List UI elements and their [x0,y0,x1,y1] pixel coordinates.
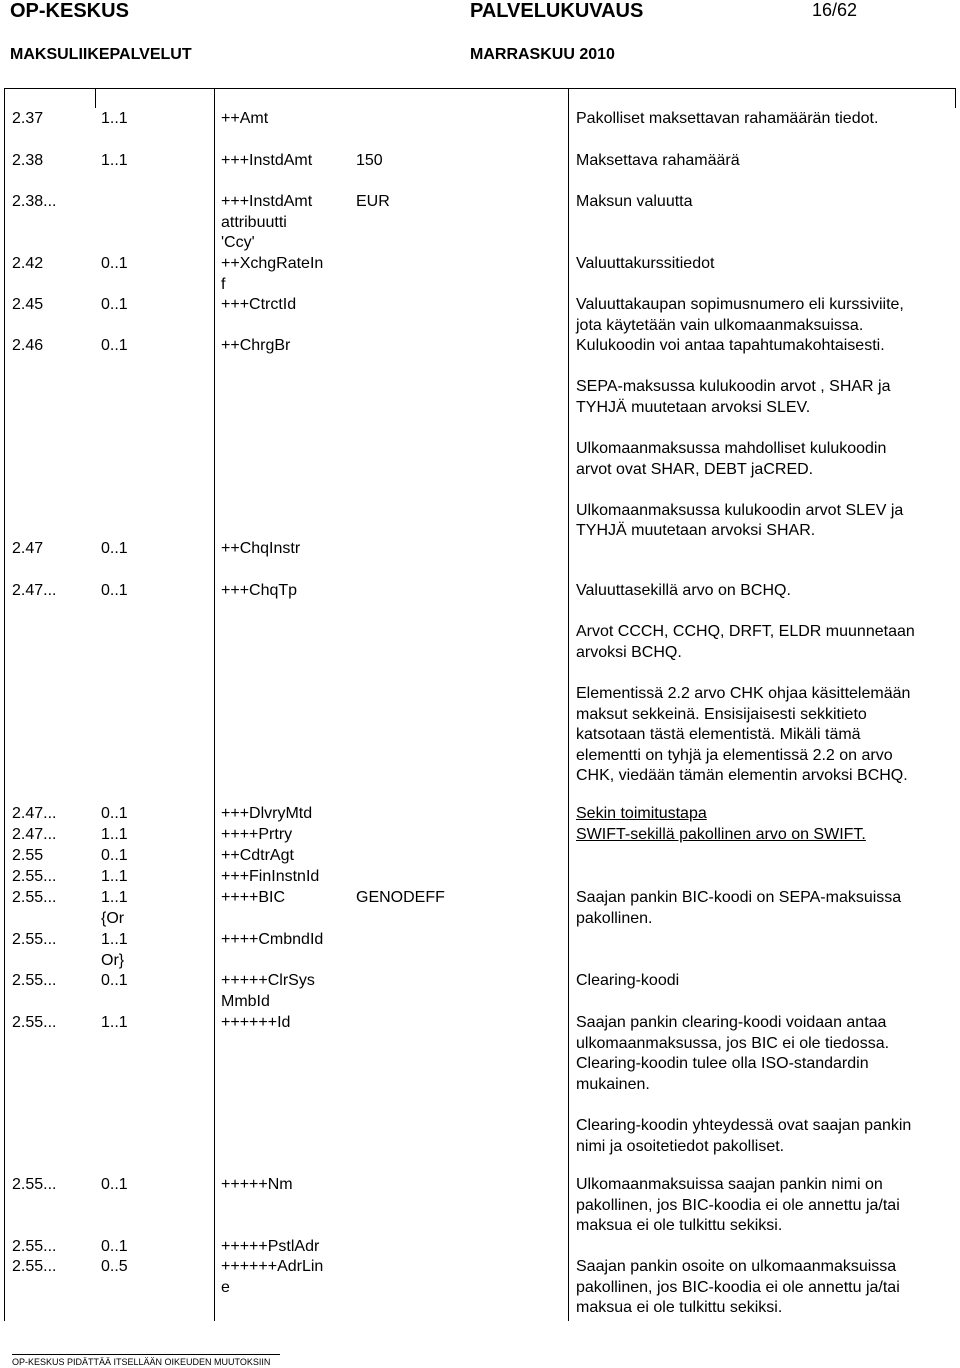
table-cell-row-number: 2.47... [12,582,57,599]
table-cell-element-name: +++DlvryMtd [221,805,313,822]
column-divider [95,88,96,108]
table-cell-cardinality: 1..1 {Or [101,889,128,927]
table-cell-element-name: ++++++AdrLin e [221,1258,324,1296]
table-cell-row-number: 2.55 [12,847,44,864]
table-cell-element-name: +++CtrctId [221,296,297,313]
table-cell-description: Kulukoodin voi antaa tapahtumakohtaisesti. SEPA-maksussa kulukoodin arvot , SHAR ja TYHJÄ muutetaan arvoksi SLEV. Ulkomaanmaksussa mahdolliset kulukoodin arvot ovat SHAR, DEBT jaCRED. Ulkomaanmaksussa kulukoodin arvot SLEV ja TYHJÄ muutetaan arvoksi SHAR. [576,337,904,540]
table-cell-cardinality: 0..1 [101,972,128,989]
table-cell-cardinality: 0..1 [101,847,128,864]
table-cell-row-number: 2.55... [12,972,57,989]
table-cell-description: Saajan pankin BIC-koodi on SEPA-maksuissa pakollinen. [576,889,902,927]
footer-text: OP-KESKUS PIDÄTTÄÄ ITSELLÄÄN OIKEUDEN MUUTOKSIIN [12,1357,271,1367]
table-cell-element-name: ++++CmbndId [221,931,324,948]
column-divider [214,88,215,1321]
table-cell-row-number: 2.37 [12,110,44,127]
table-cell-cardinality: 1..1 [101,152,128,169]
table-cell-description: Valuuttasekillä arvo on BCHQ. Arvot CCCH, CCHQ, DRFT, ELDR muunnetaan arvoksi BCHQ. Elementissä 2.2 arvo CHK ohjaa käsittelemään maksut sekkeinä. Ensisijaisesti sekkitieto katsotaan tästä elementistä. Mikäli tämä elementti on tyhjä ja elementissä 2.2 on arvo CHK, viedään tämän elementin arvoksi BCHQ. [576,582,915,785]
table-cell-row-number: 2.46 [12,337,44,354]
header-doc-title: PALVELUKUVAUS [470,0,644,22]
table-cell-row-number: 2.45 [12,296,44,313]
table-cell-cardinality: 0..1 [101,337,128,354]
table-cell-element-name: ++ChqInstr [221,540,301,557]
table-cell-element-name: +++InstdAmt [221,152,313,169]
table-cell-cardinality: 0..1 [101,255,128,272]
table-cell-cardinality: 0..1 [101,1176,128,1193]
table-cell-row-number: 2.42 [12,255,44,272]
table-cell-element-name: +++ChqTp [221,582,298,599]
header-page-number: 16/62 [812,0,858,20]
table-cell-example-value: EUR [356,193,390,210]
table-cell-cardinality: 0..5 [101,1258,128,1275]
column-divider [568,88,569,1321]
table-cell-cardinality: 0..1 [101,1238,128,1255]
table-cell-description: Clearing-koodi [576,972,680,989]
table-cell-row-number: 2.47... [12,826,57,843]
table-cell-row-number: 2.55... [12,1258,57,1275]
table-cell-row-number: 2.55... [12,1176,57,1193]
table-cell-cardinality: 0..1 [101,805,128,822]
table-cell-element-name: +++++Nm [221,1176,293,1193]
table-cell-row-number: 2.55... [12,868,57,885]
table-cell-row-number: 2.55... [12,1238,57,1255]
table-cell-description: Pakolliset maksettavan rahamäärän tiedot. [576,110,879,127]
table-cell-element-name: +++++ClrSys MmbId [221,972,315,1010]
table-cell-element-name: +++++PstlAdr [221,1238,320,1255]
table-cell-cardinality: 0..1 [101,540,128,557]
table-cell-description: Maksun valuutta [576,193,693,210]
table-cell-cardinality: 0..1 [101,582,128,599]
footer-rule [12,1354,280,1355]
table-cell-row-number: 2.47... [12,805,57,822]
table-cell-example-value: GENODEFF [356,889,445,906]
table-cell-description: Ulkomaanmaksuissa saajan pankin nimi on pakollinen, jos BIC-koodia ei ole annettu ja/tai maksua ei ole tulkittu sekiksi. [576,1176,900,1235]
table-cell-description: Sekin toimitustapa [576,805,707,822]
table-cell-description: Saajan pankin clearing-koodi voidaan antaa ulkomaanmaksussa, jos BIC ei ole tiedossa. Clearing-koodin tulee olla ISO-standardin mukainen. Clearing-koodin yhteydessä ovat saajan pankin nimi ja osoitetiedot pakolliset. [576,1014,912,1155]
table-cell-element-name: ++Amt [221,110,269,127]
table-cell-cardinality: 1..1 [101,826,128,843]
table-cell-row-number: 2.55... [12,889,57,906]
table-cell-example-value: 150 [356,152,383,169]
table-cell-row-number: 2.38... [12,193,57,210]
table-cell-description: SWIFT-sekillä pakollinen arvo on SWIFT. [576,826,866,843]
table-cell-cardinality: 1..1 [101,110,128,127]
table-cell-element-name: ++CdtrAgt [221,847,294,864]
table-cell-element-name: ++++BIC [221,889,286,906]
table-cell-description: Maksettava rahamäärä [576,152,740,169]
table-cell-description: Saajan pankin osoite on ulkomaanmaksuissa pakollinen, jos BIC-koodia ei ole annettu ja/tai maksua ei ole tulkittu sekiksi. [576,1258,900,1317]
table-cell-element-name: ++++Prtry [221,826,293,843]
table-cell-element-name: ++++++Id [221,1014,291,1031]
table-cell-row-number: 2.47 [12,540,44,557]
table-cell-description: Valuuttakaupan sopimusnumero eli kurssiviite, jota käytetään vain ulkomaanmaksuissa. [576,296,904,334]
table-right-border [955,88,956,108]
table-cell-cardinality: 1..1 [101,1014,128,1031]
table-cell-description: Valuuttakurssitiedot [576,255,715,272]
table-cell-row-number: 2.55... [12,931,57,948]
header-subtitle: MAKSULIIKEPALVELUT [10,46,192,63]
header-org: OP-KESKUS [10,0,129,22]
table-cell-cardinality: 1..1 Or} [101,931,128,969]
table-left-border [4,88,5,1321]
table-cell-row-number: 2.55... [12,1014,57,1031]
table-cell-element-name: +++FinInstnId [221,868,320,885]
header-date: MARRASKUU 2010 [470,46,615,63]
table-cell-row-number: 2.38 [12,152,44,169]
table-cell-element-name: +++InstdAmt attribuutti 'Ccy' [221,193,313,252]
table-cell-element-name: ++ChrgBr [221,337,291,354]
table-cell-cardinality: 1..1 [101,868,128,885]
table-cell-element-name: ++XchgRateIn f [221,255,324,293]
table-cell-cardinality: 0..1 [101,296,128,313]
table-top-border [4,88,956,89]
